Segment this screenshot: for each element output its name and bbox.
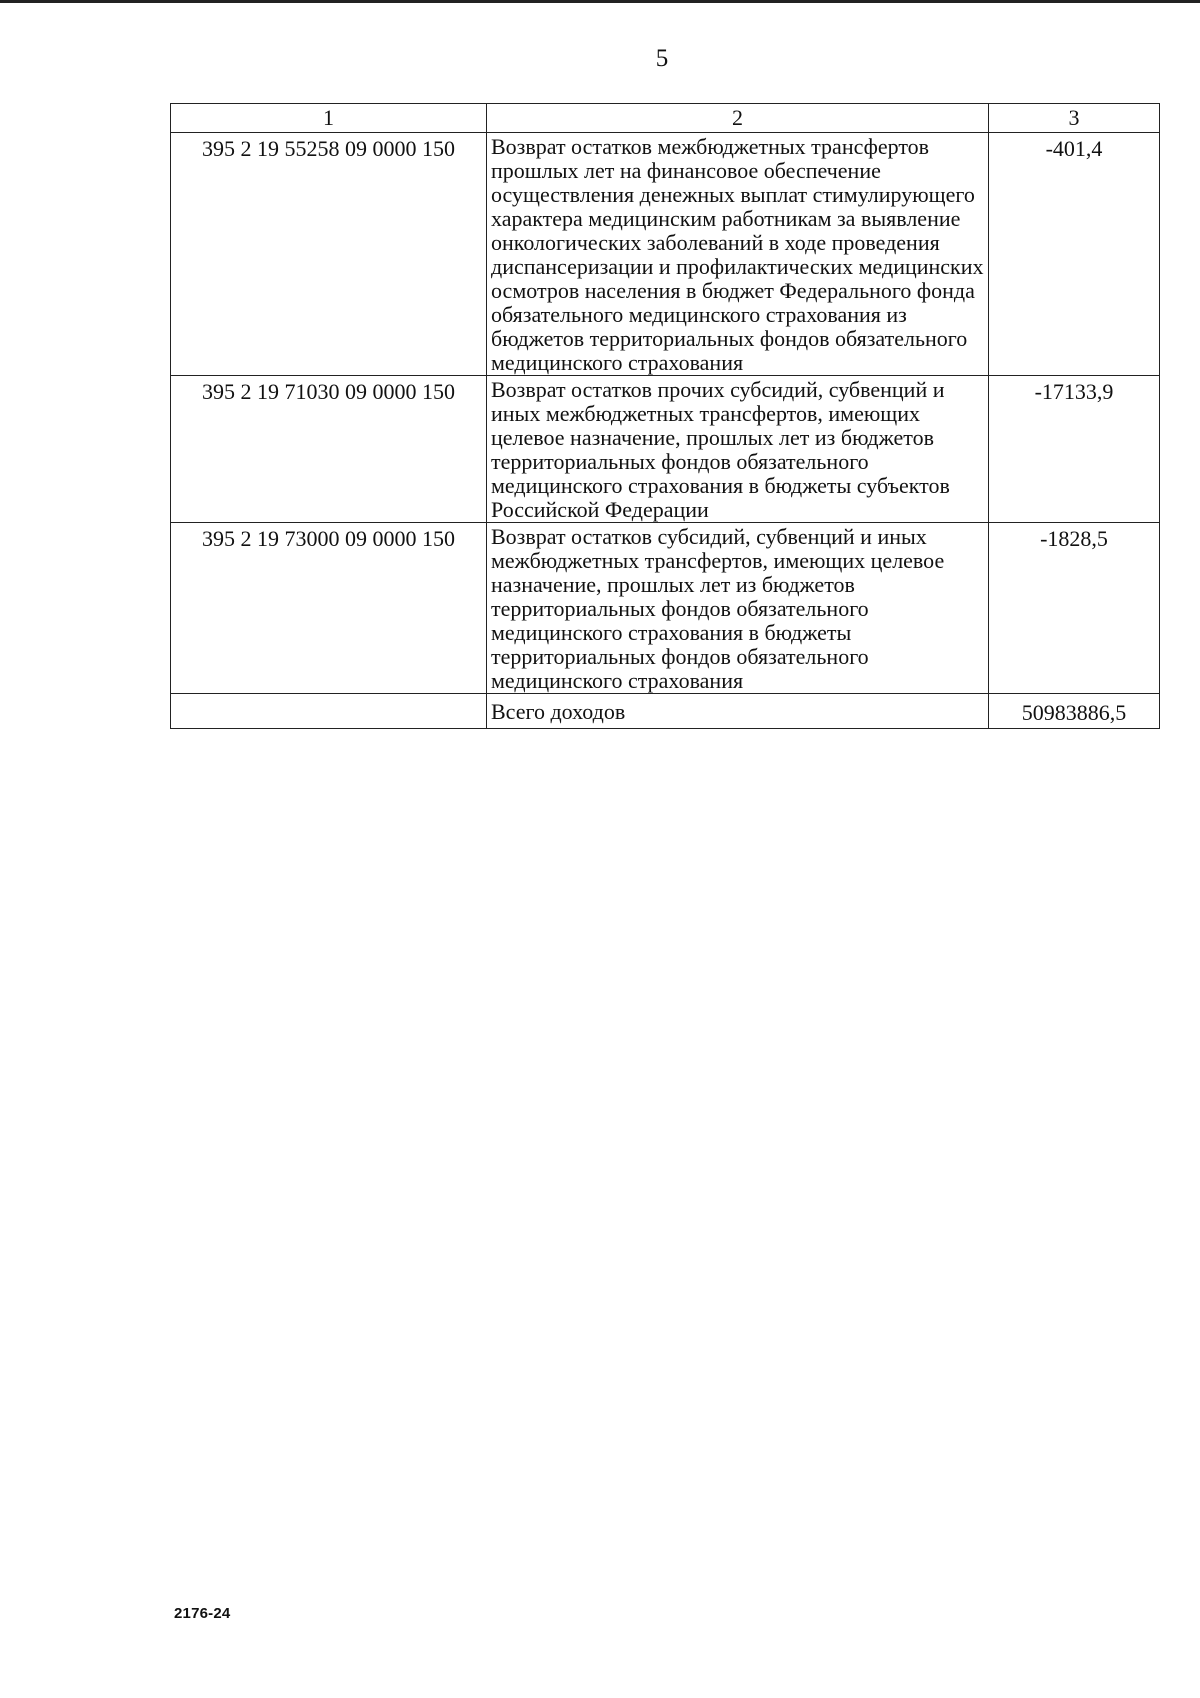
total-amount-cell: 50983886,5 [989,694,1160,729]
income-name-cell: Возврат остатков межбюджетных трансфертов прошлых лет на финансовое обеспечение осуществления денежных выплат стимулирующего характера медицинским работникам за выявление онкологических заболеваний в ходе проведения диспансеризации и профилактических медицинских осмотров населения в бюджет Федерального фонда обязательного медицинского страхования из бюджетов территориальных фондов обязательного медицинского страхования [487,133,989,376]
table-row [171,523,1160,694]
document-id: 2176-24 [174,1605,231,1622]
income-name-cell: Возврат остатков прочих субсидий, субвенций и иных межбюджетных трансфертов, имеющих целевое назначение, прошлых лет из бюджетов территориальных фондов обязательного медицинского страхования в бюджеты субъектов Российской Федерации [487,376,989,523]
table-header-row [171,104,1160,133]
table-row [171,376,1160,523]
page-number: 5 [655,45,669,72]
amount-cell: -401,4 [989,133,1160,376]
column-header-1: 1 [171,104,487,133]
budget-code-cell: 395 2 19 73000 09 0000 150 [171,523,487,694]
total-row [171,694,1160,729]
income-name-cell: Возврат остатков субсидий, субвенций и иных межбюджетных трансфертов, имеющих целевое назначение, прошлых лет из бюджетов территориальных фондов обязательного медицинского страхования в бюджеты территориальных фондов обязательного медицинского страхования [487,523,989,694]
total-code-cell [171,694,487,729]
table-row [171,133,1160,376]
column-header-2: 2 [487,104,989,133]
budget-code-cell: 395 2 19 71030 09 0000 150 [171,376,487,523]
page-top-border [0,0,1200,3]
revenue-table [170,103,1160,729]
column-header-3: 3 [989,104,1160,133]
amount-cell: -1828,5 [989,523,1160,694]
total-label-cell: Всего доходов [487,694,989,729]
amount-cell: -17133,9 [989,376,1160,523]
budget-code-cell: 395 2 19 55258 09 0000 150 [171,133,487,376]
